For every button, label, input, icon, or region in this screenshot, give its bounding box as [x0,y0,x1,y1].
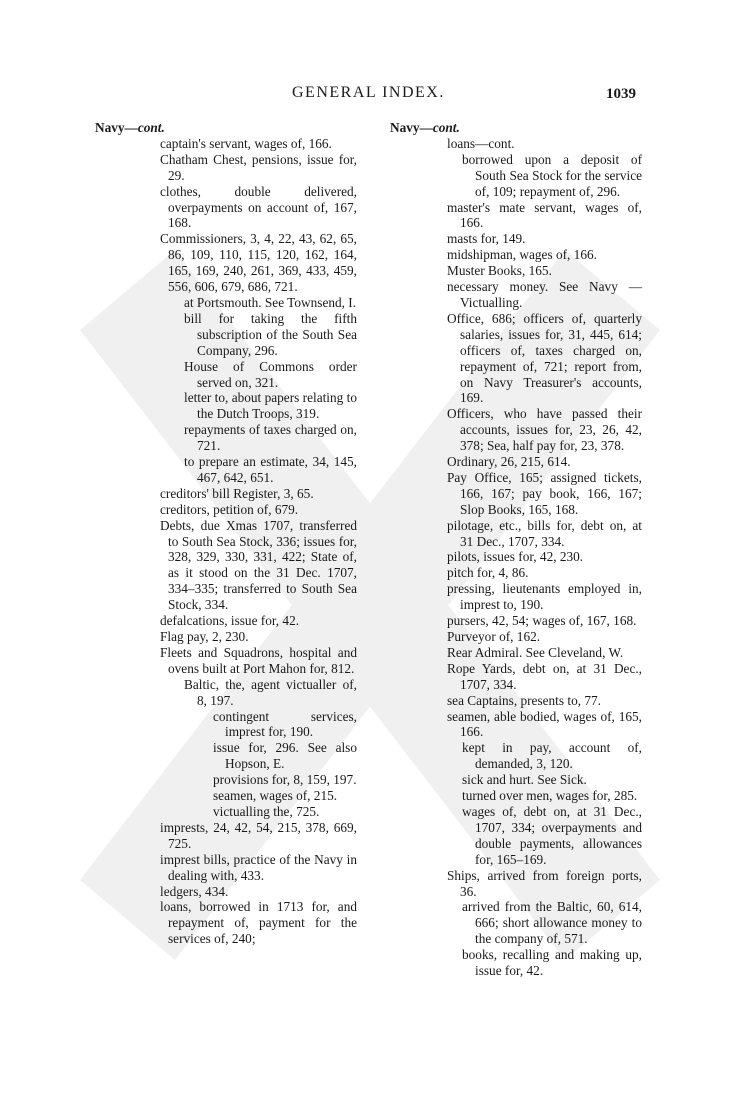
index-entry: Purveyor of, 162. [447,629,541,644]
index-entry: at Portsmouth. See Townsend, I. [184,294,357,310]
index-entry: creditors, petition of, 679. [160,501,299,517]
page-header [0,84,731,108]
index-entry: Commissioners, 3, 4, 22, 43, 62, 65, 86, 109, 110, 115, 120, 162, 164, 165, 169, 240, 261, 369, 433, 459, 556, 606, 679, 686, 721. [160,231,357,295]
running-title: GENERAL INDEX. [292,84,445,101]
index-entry: Baltic, the, agent victualler of, 8, 197. [184,676,357,708]
index-entry: ledgers, 434. [160,883,229,899]
index-entry: pilotage, etc., bills for, debt on, at 31 Dec., 1707, 334. [447,517,642,549]
index-entry: pilots, issues for, 42, 230. [447,549,584,565]
index-entry: Ships, arrived from foreign ports, 36. [447,867,642,899]
index-entry: borrowed upon a deposit of South Sea Stock for the service of, 109; repayment of, 296. [462,151,642,199]
index-entry: pursers, 42, 54; wages of, 167, 168. [447,613,637,629]
index-entry: pitch for, 4, 86. [447,565,529,581]
index-entry: master's mate servant, wages of, 166. [447,199,642,231]
index-entry: wages of, debt on, at 31 Dec., 1707, 334; overpayments and double payments, allowances for, 165–169. [462,803,642,867]
index-entry: Fleets and Squadrons, hospital and ovens built at Port Mahon for, 812. [160,644,357,676]
index-entry: victualling the, 725. [213,803,320,819]
index-entry: Office, 686; officers of, quarterly salaries, issues for, 31, 445, 614; officers of, taxes charged on, repayment of, 721; report from, on Navy Treasurer's accounts, 169. [447,310,642,406]
index-entry: Officers, who have passed their accounts, issues for, 23, 26, 42, 378; Sea, half pay for, 23, 378. [447,406,642,454]
index-entry: midshipman, wages of, 166. [447,247,597,263]
left-entries [95,136,357,947]
index-entry: to prepare an estimate, 34, 145, 467, 642, 651. [184,454,357,485]
index-entry: provisions for, 8, 159, 197. [213,772,357,788]
index-entry: letter to, about papers relating to the Dutch Troops, 319. [184,390,357,422]
left-heading: Navy—cont. [95,120,165,135]
index-entry: turned over men, wages for, 285. [462,788,638,804]
index-entry: Pay Office, 165; assigned tickets, 166, 167; pay book, 166, 167; Slop Books, 165, 168. [447,469,642,517]
index-entry: issue for, 296. See also Hopson, E. [213,740,357,772]
index-entry: clothes, double delivered, overpayments on account of, 167, 168. [160,183,357,231]
index-entry: repayments of taxes charged on, 721. [184,422,357,454]
index-entry: Debts, due Xmas 1707, transferred to South Sea Stock, 336; issues for, 328, 329, 330, 331, 422; State of, as it stood on the 31 Dec. 1707, 334–335; transferred to South Sea Stock, 334. [160,517,357,613]
index-entry: House of Commons order served on, 321. [184,358,357,390]
index-entry: Rear Admiral. See Cleveland, W. [447,644,624,660]
left-column [95,120,357,947]
index-entry: Flag pay, 2, 230. [160,629,249,644]
index-entry: seamen, able bodied, wages of, 165, 166. [447,708,642,740]
index-entry: bill for taking the fifth subscription of the South Sea Company, 296. [184,310,357,358]
index-entry: Ordinary, 26, 215, 614. [447,454,571,470]
index-entry: creditors' bill Register, 3, 65. [160,485,314,501]
index-entry: imprests, 24, 42, 54, 215, 378, 669, 725. [160,819,357,851]
index-entry: seamen, wages of, 215. [213,788,338,804]
index-entry: sick and hurt. See Sick. [462,772,587,788]
right-entries [390,136,642,979]
index-entry: arrived from the Baltic, 60, 614, 666; short allowance money to the company of, 571. [462,899,642,947]
index-entry: Muster Books, 165. [447,263,552,279]
index-entry: loans—cont. [447,135,515,151]
right-heading: Navy—cont. [390,120,460,135]
index-entry: necessary money. See Navy —Victualling. [447,279,642,310]
index-entry: Chatham Chest, pensions, issue for, 29. [160,151,357,183]
page-number: 1039 [606,86,636,102]
index-entry: imprest bills, practice of the Navy in dealing with, 433. [160,851,357,883]
index-entry: captain's servant, wages of, 166. [160,135,332,151]
index-entry: defalcations, issue for, 42. [160,613,300,629]
index-entry: kept in pay, account of, demanded, 3, 120. [462,740,642,772]
index-entry: masts for, 149. [447,231,526,247]
index-entry: sea Captains, presents to, 77. [447,692,601,708]
index-entry: pressing, lieutenants employed in, imprest to, 190. [447,581,642,613]
index-entry: Rope Yards, debt on, at 31 Dec., 1707, 334. [447,660,642,692]
index-entry: loans, borrowed in 1713 for, and repayment of, payment for the services of, 240; [160,899,357,947]
index-entry: books, recalling and making up, issue for, 42. [462,947,642,979]
index-entry: contingent services, imprest for, 190. [213,708,357,740]
right-column [390,120,642,979]
